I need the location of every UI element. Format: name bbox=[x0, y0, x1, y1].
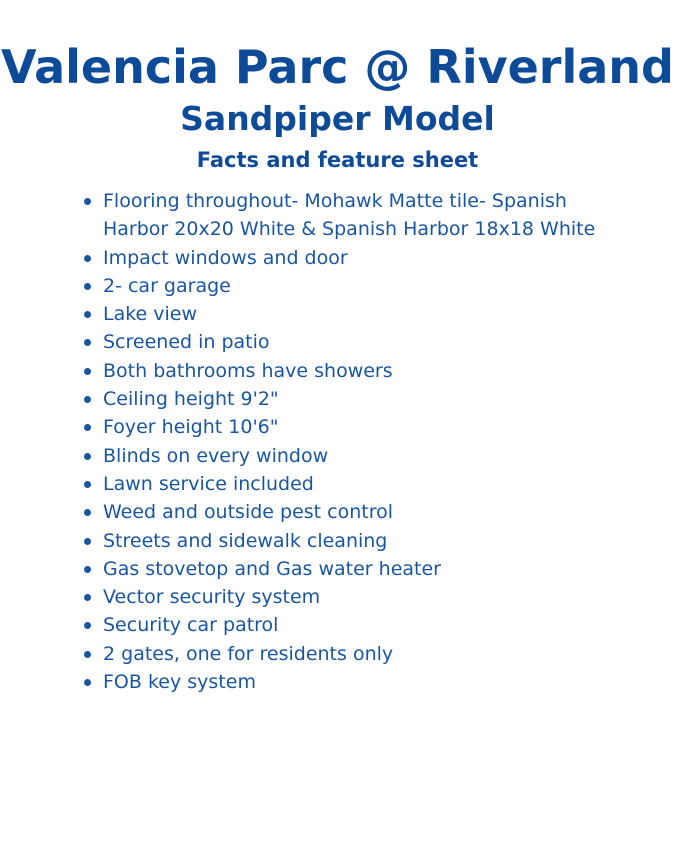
model-title: Sandpiper Model bbox=[180, 99, 495, 138]
feature-text: Blinds on every window bbox=[103, 444, 329, 467]
feature-item-fob-key bbox=[82, 668, 622, 696]
feature-text: Screened in patio bbox=[103, 331, 270, 354]
feature-item-flooring bbox=[82, 187, 622, 244]
feature-text: 2- car garage bbox=[103, 274, 231, 297]
bullet-icon bbox=[84, 481, 91, 488]
feature-text: Both bathrooms have showers bbox=[103, 359, 393, 382]
feature-item-blinds bbox=[82, 442, 622, 470]
feature-item-showers bbox=[82, 357, 622, 385]
sheet-subtitle: Facts and feature sheet bbox=[196, 148, 479, 172]
feature-item-patio bbox=[82, 328, 622, 356]
bullet-icon bbox=[84, 311, 91, 318]
bullet-icon bbox=[84, 509, 91, 516]
bullet-icon bbox=[84, 283, 91, 290]
feature-text: 2 gates, one for residents only bbox=[103, 642, 394, 665]
feature-item-security-system bbox=[82, 583, 622, 611]
feature-item-street-cleaning bbox=[82, 527, 622, 555]
feature-item-garage bbox=[82, 272, 622, 300]
bullet-icon bbox=[84, 198, 91, 205]
bullet-icon bbox=[84, 255, 91, 262]
bullet-icon bbox=[84, 424, 91, 431]
feature-item-foyer-height bbox=[82, 413, 622, 441]
feature-item-security-patrol bbox=[82, 611, 622, 639]
bullet-icon bbox=[84, 368, 91, 375]
bullet-icon bbox=[84, 396, 91, 403]
feature-item-pest-control bbox=[82, 498, 622, 526]
page-title: Valencia Parc @ Riverland bbox=[1, 40, 674, 94]
feature-text: Security car patrol bbox=[103, 614, 279, 637]
feature-text: Vector security system bbox=[103, 586, 321, 609]
feature-text: Weed and outside pest control bbox=[103, 501, 394, 524]
bullet-icon bbox=[84, 339, 91, 346]
feature-list bbox=[82, 187, 622, 696]
feature-text: Streets and sidewalk cleaning bbox=[103, 529, 388, 552]
feature-item-ceiling-height bbox=[82, 385, 622, 413]
feature-item-lawn-service bbox=[82, 470, 622, 498]
bullet-icon bbox=[84, 679, 91, 686]
feature-text: Flooring throughout- Mohawk Matte tile- Spanish Harbor 20x20 White & Spanish Harbor 18x18 White bbox=[103, 190, 596, 241]
bullet-icon bbox=[84, 453, 91, 460]
bullet-icon bbox=[84, 622, 91, 629]
feature-text: Lawn service included bbox=[103, 472, 314, 495]
feature-text: Foyer height 10'6" bbox=[103, 416, 279, 439]
feature-text: FOB key system bbox=[103, 671, 256, 694]
bullet-icon bbox=[84, 651, 91, 658]
feature-item-gates bbox=[82, 640, 622, 668]
feature-text: Lake view bbox=[103, 303, 198, 326]
feature-item-impact-windows bbox=[82, 244, 622, 272]
feature-text: Gas stovetop and Gas water heater bbox=[103, 557, 441, 580]
feature-item-lake-view bbox=[82, 300, 622, 328]
feature-text: Impact windows and door bbox=[103, 246, 348, 269]
feature-text: Ceiling height 9'2" bbox=[103, 388, 279, 411]
bullet-icon bbox=[84, 538, 91, 545]
feature-item-gas-appliances bbox=[82, 555, 622, 583]
bullet-icon bbox=[84, 594, 91, 601]
bullet-icon bbox=[84, 566, 91, 573]
